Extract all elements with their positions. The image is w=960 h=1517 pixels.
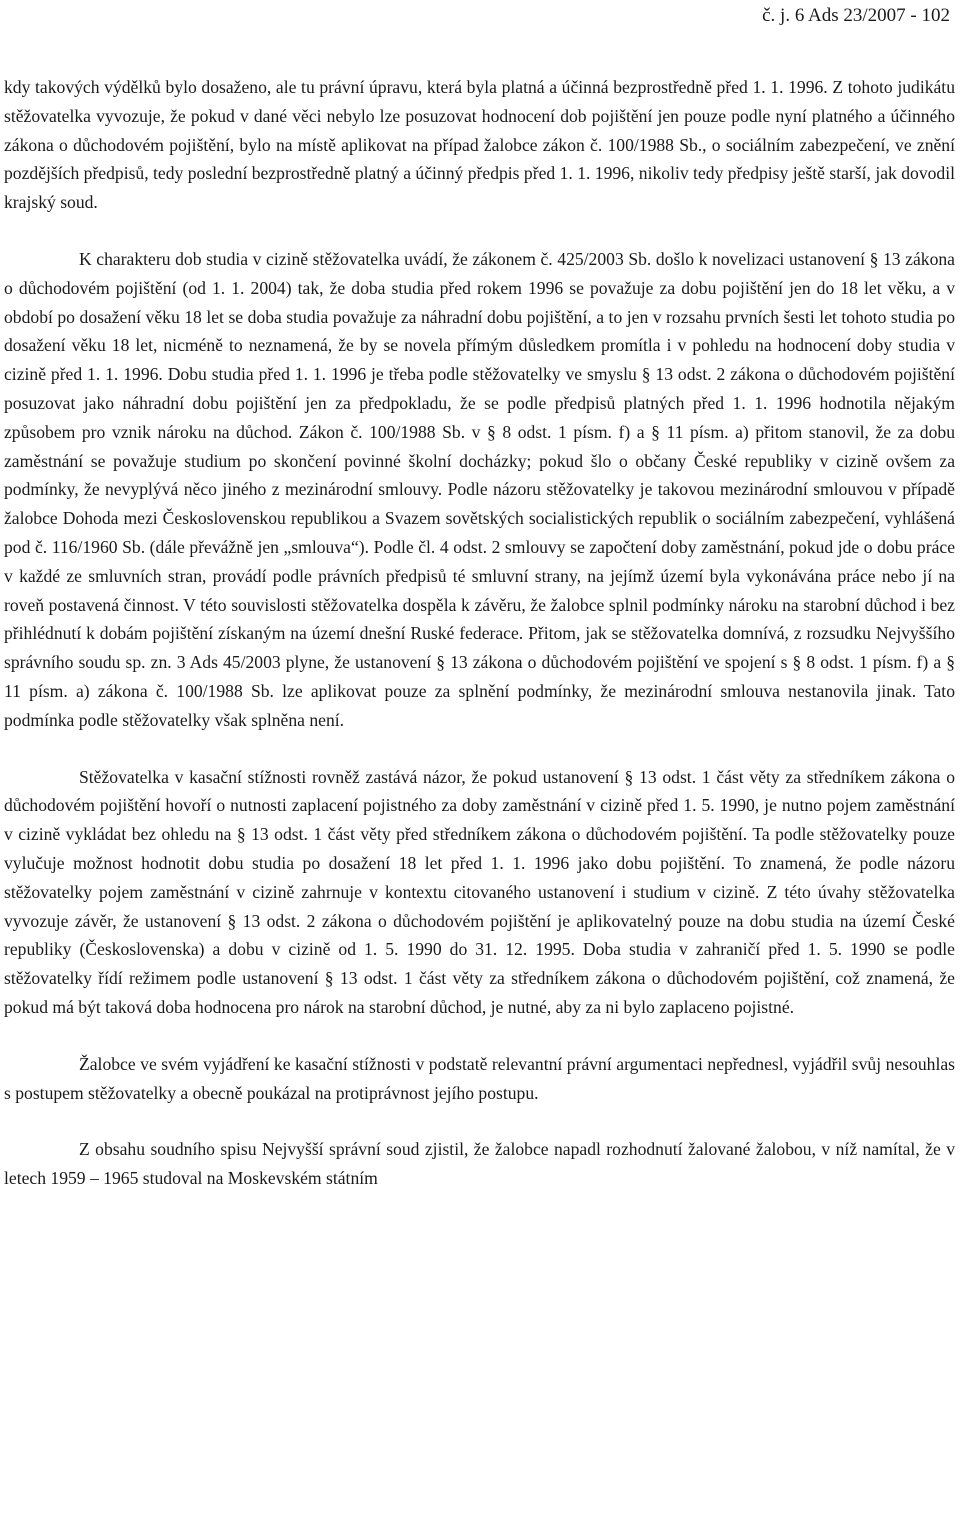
document-body: [4, 73, 955, 1193]
paragraph-2: K charakteru dob studia v cizině stěžovatelka uvádí, že zákonem č. 425/2003 Sb. došlo k novelizaci ustanovení § 13 zákona o důchodovém pojištění (od 1. 1. 2004) tak, že doba studia před rokem 1996 se považuje za dobu pojištění jen do 18 let věku, a v období po dosažení věku 18 let se doba studia považuje za náhradní dobu pojištění, a to jen v rozsahu prvních šesti let tohoto studia po dosažení věku 18 let, nicméně to neznamená, že by se novela přímým důsledkem promítla i v pohledu na hodnocení doby studia v cizině před 1. 1. 1996. Dobu studia před 1. 1. 1996 je třeba podle stěžovatelky ve smyslu § 13 odst. 2 zákona o důchodovém pojištění posuzovat jako náhradní dobu pojištění jen za předpokladu, že se podle předpisů platných před 1. 1. 1996 hodnotila nějakým způsobem pro vznik nároku na důchod. Zákon č. 100/1988 Sb. v § 8 odst. 1 písm. f) a § 11 písm. a) přitom stanovil, že za dobu zaměstnání se považuje studium po skončení povinné školní docházky; pokud šlo o občany České republiky v cizině ovšem za podmínky, že nevyplývá něco jiného z mezinárodní smlouvy. Podle názoru stěžovatelky je takovou mezinárodní smlouvou v případě žalobce Dohoda mezi Československou republikou a Svazem sovětských socialistických republik o sociálním zabezpečení, vyhlášená pod č. 116/1960 Sb. (dále převážně jen „smlouva“). Podle čl. 4 odst. 2 smlouvy se započtení doby zaměstnání, pokud jde o dobu práce v každé ze smluvních stran, provádí podle právních předpisů té smluvní strany, na jejímž území byla vykonávána práce nebo jí na roveň postavená činnost. V této souvislosti stěžovatelka dospěla k závěru, že žalobce splnil podmínky nároku na starobní důchod i bez přihlédnutí k dobám pojištění získaným na území dnešní Ruské federace. Přitom, jak se stěžovatelka domnívá, z rozsudku Nejvyššího správního soudu sp. zn. 3 Ads 45/2003 plyne, že ustanovení § 13 zákona o důchodovém pojištění ve spojení s § 8 odst. 1 písm. f) a § 11 písm. a) zákona č. 100/1988 Sb. lze aplikovat pouze za splnění podmínky, že mezinárodní smlouva nestanovila jinak. Tato podmínka podle stěžovatelky však splněna není.: [4, 248, 955, 730]
paragraph-1: kdy takových výdělků bylo dosaženo, ale tu právní úpravu, která byla platná a účinná bezprostředně před 1. 1. 1996. Z tohoto judikátu stěžovatelka vyvozuje, že pokud v dané věci nebylo lze posuzovat hodnocení dob pojištění jen pouze podle nyní platného a účinného zákona o důchodovém pojištění, bylo na místě aplikovat na případ žalobce zákon č. 100/1988 Sb., o sociálním zabezpečení, ve znění pozdějších předpisů, tedy poslední bezprostředně platný a účinný předpis před 1. 1. 1996, nikoliv tedy předpisy ještě starší, jak dovodil krajský soud.: [4, 77, 955, 213]
paragraph-4: Žalobce ve svém vyjádření ke kasační stížnosti v podstatě relevantní právní argumentaci nepřednesl, vyjádřil svůj nesouhlas s postupem stěžovatelky a obecně poukázal na protiprávnost jejího postupu.: [4, 1053, 955, 1103]
case-reference: č. j. 6 Ads 23/2007 - 102: [762, 5, 950, 26]
paragraph-5: Z obsahu soudního spisu Nejvyšší správní soud zjistil, že žalobce napadl rozhodnutí žalované žalobou, v níž namítal, že v letech 1959 – 1965 studoval na Moskevském státním: [4, 1139, 955, 1189]
paragraph-3: Stěžovatelka v kasační stížnosti rovněž zastává názor, že pokud ustanovení § 13 odst. 1 část věty za středníkem zákona o důchodovém pojištění hovoří o nutnosti zaplacení pojistného za doby zaměstnání v cizině před 1. 5. 1990, je nutno pojem zaměstnání v cizině vykládat bez ohledu na § 13 odst. 1 část věty před středníkem zákona o důchodovém pojištění. Ta podle stěžovatelky pouze vylučuje možnost hodnotit dobu studia po dosažení 18 let před 1. 1. 1996 jako dobu pojištění. To znamená, že podle názoru stěžovatelky pojem zaměstnání v cizině zahrnuje v kontextu citovaného ustanovení i studium v cizině. Z této úvahy stěžovatelka vyvozuje závěr, že ustanovení § 13 odst. 2 zákona o důchodovém pojištění je aplikovatelný pouze na dobu studia na území České republiky (Československa) a dobu v cizině od 1. 5. 1990 do 31. 12. 1995. Doba studia v zahraničí před 1. 5. 1990 se podle stěžovatelky řídí režimem podle ustanovení § 13 odst. 1 část věty za středníkem zákona o důchodovém pojištění, což znamená, že pokud má být taková doba hodnocena pro nárok na starobní důchod, je nutné, aby za ni bylo zaplaceno pojistné.: [4, 766, 955, 1017]
